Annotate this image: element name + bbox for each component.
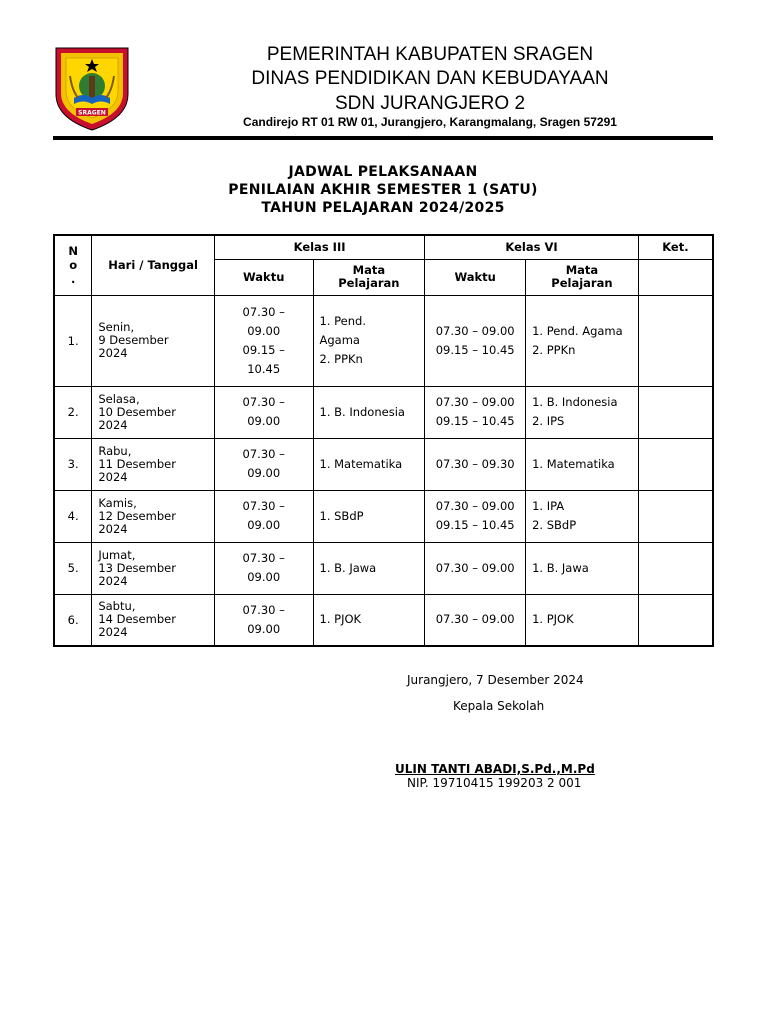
letterhead-address: Candirejo RT 01 RW 01, Jurangjero, Karangmalang, Sragen 57291: [243, 115, 617, 129]
time-line: 07.30 – 09.00: [435, 395, 515, 409]
row-k6-subject: [526, 542, 639, 594]
subject-line: 1. B. Jawa: [532, 560, 589, 575]
row-k6-time: [425, 490, 526, 542]
row-k6-time: [425, 594, 526, 646]
row-date: 9 Desember: [98, 333, 169, 347]
row-day: [92, 386, 215, 438]
row-number: 3.: [54, 438, 92, 490]
subject-line: 1. B. Indonesia: [319, 404, 405, 419]
time-line: 09.15 –: [242, 342, 285, 357]
header-no: [54, 235, 92, 295]
row-day-name: Kamis,: [98, 495, 137, 510]
row-k3-subject: [313, 295, 425, 386]
table-row: [54, 490, 713, 542]
row-k3-subject: [313, 490, 425, 542]
table-row: [54, 386, 713, 438]
document-title: JADWAL PELAKSANAAN: [288, 164, 478, 180]
row-date: 14 Desember: [98, 612, 176, 627]
row-day: [92, 490, 215, 542]
subject-line: 2. PPKn: [532, 342, 576, 357]
row-number: 1.: [54, 295, 92, 386]
table-row: [54, 438, 713, 490]
time-line: 07.30 –: [242, 551, 285, 565]
time-line: 09.00: [247, 323, 281, 338]
row-year: 2024: [98, 521, 128, 536]
letterhead-department: DINAS PENDIDIKAN DAN KEBUDAYAAN: [251, 68, 609, 89]
header-no-label: No .: [68, 244, 78, 287]
signature-nip: NIP. 19710415 199203 2 001: [407, 776, 582, 790]
row-ket: [638, 386, 713, 438]
row-day: [92, 594, 215, 646]
row-year: 2024: [98, 417, 128, 432]
row-k6-subject: [526, 594, 639, 646]
document-subtitle: PENILAIAN AKHIR SEMESTER 1 (SATU): [228, 182, 538, 198]
row-k3-time: [214, 490, 313, 542]
row-k6-subject: [526, 490, 639, 542]
row-date: 10 Desember: [98, 404, 176, 419]
time-line: 07.30 –: [242, 304, 285, 319]
time-line: 09.00: [247, 466, 281, 480]
subject-line: 1. Matematika: [532, 456, 615, 471]
row-day-name: Selasa,: [98, 391, 140, 406]
row-k6-time: [425, 295, 526, 386]
time-line: 09.00: [247, 570, 281, 584]
time-line: 07.30 –: [242, 447, 285, 461]
row-day: [92, 438, 215, 490]
document-year: TAHUN PELAJARAN 2024/2025: [261, 200, 505, 216]
subject-line: 1. PJOK: [319, 612, 362, 627]
row-ket: [638, 295, 713, 386]
row-number: 4.: [54, 490, 92, 542]
header-k6-subject-label: Mata Pelajaran: [551, 263, 613, 290]
row-day-name: Jumat,: [98, 547, 136, 562]
subject-line: Agama: [319, 333, 360, 347]
row-k3-time: [214, 594, 313, 646]
time-line: 09.00: [247, 414, 281, 428]
letterhead-school: SDN JURANGJERO 2: [334, 93, 526, 114]
row-k6-time: [425, 386, 526, 438]
header-k3-subject: [313, 259, 425, 295]
header-k3-time: Waktu: [214, 259, 313, 295]
sragen-regency-logo: [52, 46, 132, 132]
letterhead-government: PEMERINTAH KABUPATEN SRAGEN: [266, 44, 594, 65]
row-k3-time: [214, 386, 313, 438]
time-line: 10.45: [247, 361, 281, 376]
row-year: 2024: [98, 346, 128, 360]
row-day-name: Senin,: [98, 320, 135, 334]
subject-line: 1. B. Jawa: [319, 560, 377, 575]
time-line: 07.30 – 09.00: [435, 499, 515, 513]
row-date: 12 Desember: [98, 508, 176, 523]
time-line: 07.30 – 09.00: [435, 560, 515, 575]
signature-role: Kepala Sekolah: [453, 699, 545, 713]
row-k3-time: [214, 295, 313, 386]
subject-line: 1. B. Indonesia: [532, 395, 618, 409]
row-ket: [638, 438, 713, 490]
letterhead-divider: [53, 136, 713, 140]
row-k3-subject: [313, 386, 425, 438]
time-line: 09.15 – 10.45: [435, 414, 515, 428]
row-k6-subject: [526, 438, 639, 490]
row-k3-subject: [313, 438, 425, 490]
header-k6-subject: [526, 259, 639, 295]
table-row: [54, 594, 713, 646]
subject-line: 1. Pend.: [319, 314, 366, 328]
row-ket: [638, 594, 713, 646]
row-day-name: Rabu,: [98, 443, 132, 458]
time-line: 09.15 – 10.45: [435, 518, 515, 532]
row-number: 6.: [54, 594, 92, 646]
row-day-name: Sabtu,: [98, 599, 136, 614]
time-line: 09.00: [247, 518, 281, 532]
table-row: [54, 542, 713, 594]
row-date: 13 Desember: [98, 560, 176, 575]
time-line: 09.15 – 10.45: [435, 342, 515, 357]
subject-line: 2. SBdP: [532, 518, 577, 532]
row-year: 2024: [98, 625, 128, 640]
time-line: 07.30 – 09.00: [435, 323, 515, 338]
row-number: 2.: [54, 386, 92, 438]
header-k6-time: Waktu: [425, 259, 526, 295]
row-day: [92, 542, 215, 594]
time-line: 07.30 – 09.30: [435, 456, 515, 471]
row-k3-subject: [313, 594, 425, 646]
header-kelas-6: Kelas VI: [425, 235, 639, 259]
signature-name: ULIN TANTI ABADI,S.Pd.,M.Pd: [395, 762, 595, 776]
subject-line: 1. Matematika: [319, 456, 403, 471]
subject-line: 1. SBdP: [319, 508, 364, 523]
time-line: 07.30 – 09.00: [435, 612, 515, 627]
subject-line: 1. PJOK: [532, 612, 574, 627]
logo-text: SRAGEN: [78, 109, 106, 117]
row-k3-time: [214, 542, 313, 594]
signature-place-date: Jurangjero, 7 Desember 2024: [407, 673, 584, 687]
time-line: 07.30 –: [242, 395, 285, 409]
header-kelas-3: Kelas III: [214, 235, 424, 259]
subject-line: 2. PPKn: [319, 352, 363, 366]
header-ket: Ket.: [638, 235, 713, 259]
row-ket: [638, 490, 713, 542]
table-row: [54, 295, 713, 386]
time-line: 09.00: [247, 621, 281, 636]
row-ket: [638, 542, 713, 594]
row-day: [92, 295, 215, 386]
row-year: 2024: [98, 573, 128, 588]
row-k3-time: [214, 438, 313, 490]
row-k6-subject: [526, 295, 639, 386]
time-line: 07.30 –: [242, 602, 285, 617]
schedule-table: [53, 234, 714, 647]
row-date: 11 Desember: [98, 456, 176, 471]
header-day: Hari / Tanggal: [92, 235, 215, 295]
subject-line: 2. IPS: [532, 414, 565, 428]
row-number: 5.: [54, 542, 92, 594]
row-k6-subject: [526, 386, 639, 438]
row-k6-time: [425, 542, 526, 594]
time-line: 07.30 –: [242, 499, 285, 513]
row-year: 2024: [98, 469, 128, 484]
row-k6-time: [425, 438, 526, 490]
subject-line: 1. Pend. Agama: [532, 323, 623, 338]
subject-line: 1. IPA: [532, 499, 565, 513]
header-ket-empty: [638, 259, 713, 295]
header-k3-subject-label: Mata Pelajaran: [338, 263, 400, 290]
row-k3-subject: [313, 542, 425, 594]
